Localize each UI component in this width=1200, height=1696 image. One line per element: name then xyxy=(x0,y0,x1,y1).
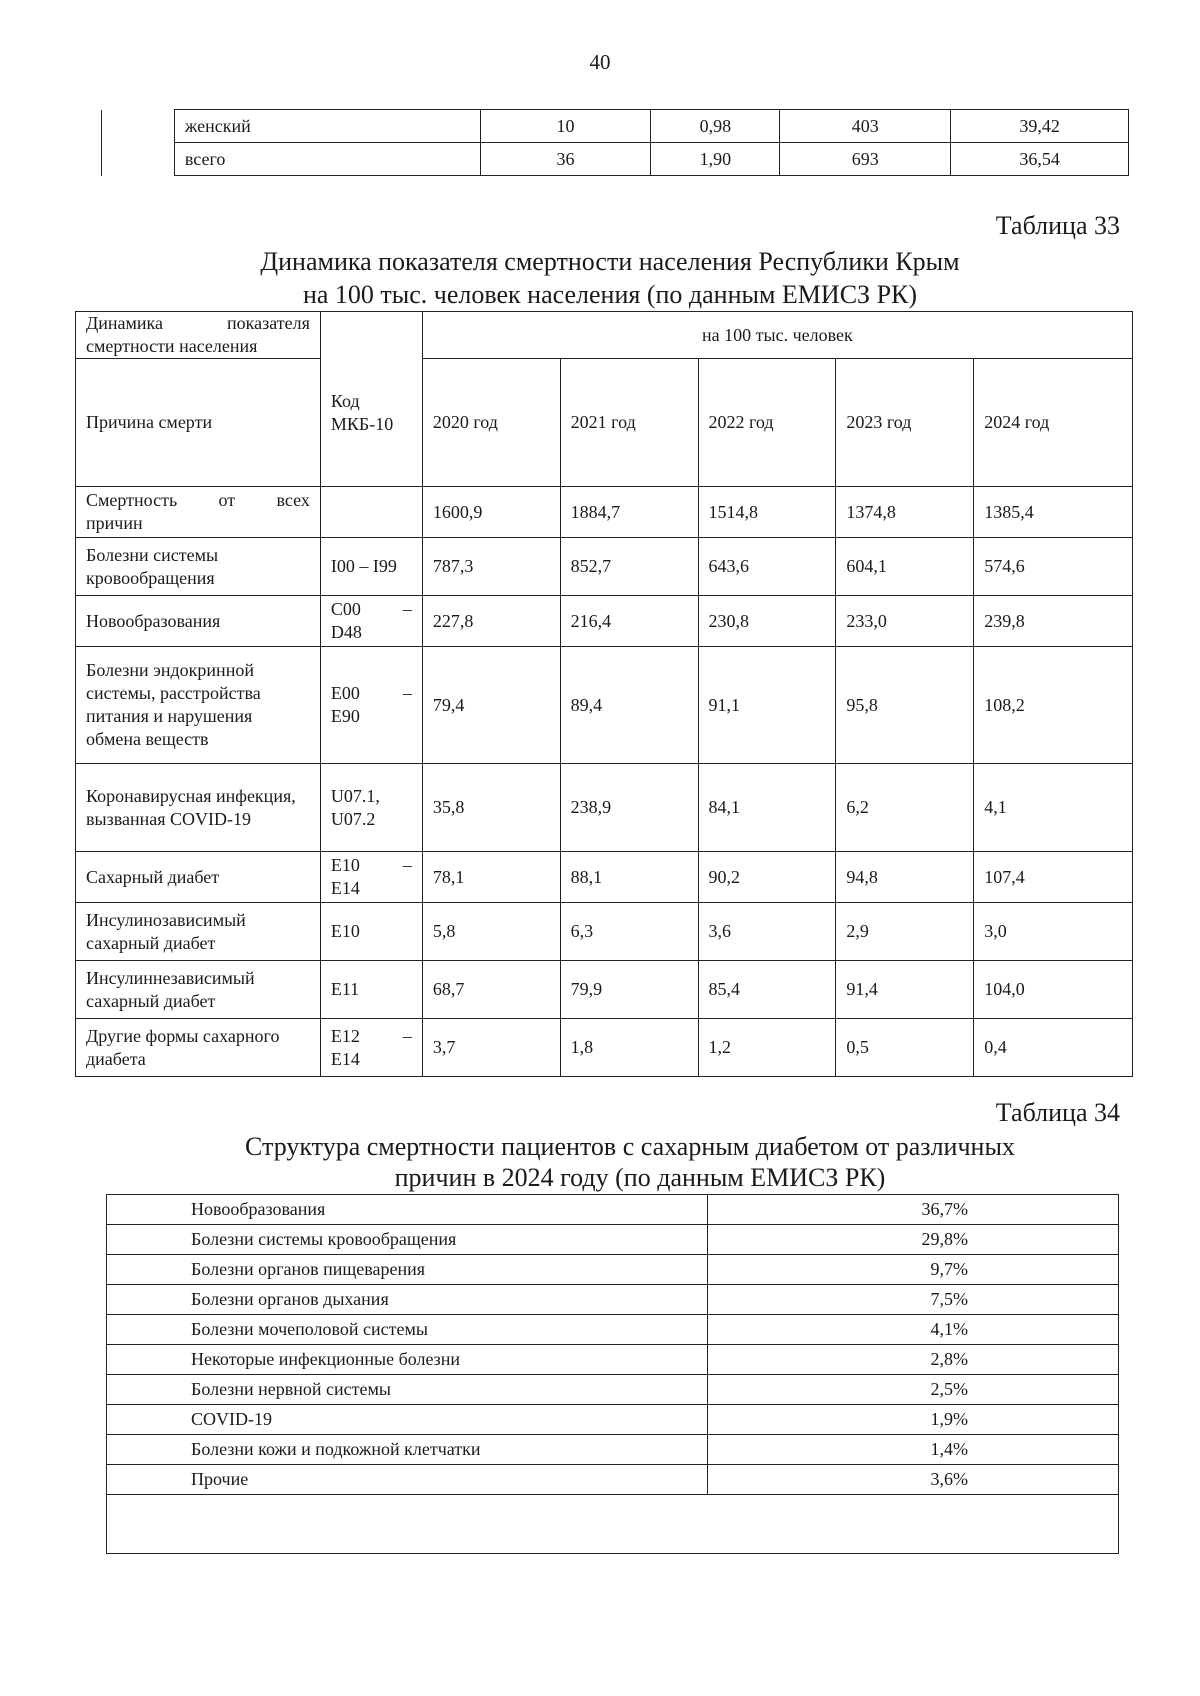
table-row xyxy=(107,1315,1119,1345)
cause-name: Болезни мочеполовой системы xyxy=(107,1315,708,1345)
header-year: 2023 год xyxy=(836,359,974,487)
table-row xyxy=(76,903,1133,961)
cell-value: 1,2 xyxy=(698,1019,836,1077)
cell-value: 787,3 xyxy=(422,538,560,596)
header-unit: на 100 тыс. человек xyxy=(422,312,1132,359)
page-number: 40 xyxy=(589,50,611,74)
cause-name: Прочие xyxy=(107,1465,708,1495)
cell-value: 0,4 xyxy=(974,1019,1133,1077)
code-dash: – xyxy=(402,683,412,703)
cause-percent: 2,8% xyxy=(708,1345,1119,1375)
row-cause: Коронавирусная инфекция, вызванная COVID-19 xyxy=(76,764,321,852)
cell-value: 230,8 xyxy=(698,596,836,647)
code-dash: – xyxy=(402,855,412,875)
table-row xyxy=(107,1435,1119,1465)
cell-value: 36,54 xyxy=(951,143,1129,176)
header-row xyxy=(76,359,1133,487)
cell-value: 104,0 xyxy=(974,961,1133,1019)
continuation-table xyxy=(101,109,1129,176)
blank-cell xyxy=(102,110,175,176)
cell-value: 216,4 xyxy=(560,596,698,647)
cell-value: 2,9 xyxy=(836,903,974,961)
table-row xyxy=(76,596,1133,647)
cause-percent: 1,4% xyxy=(708,1435,1119,1465)
cell-value: 3,7 xyxy=(422,1019,560,1077)
cell-value: 6,2 xyxy=(836,764,974,852)
row-cause: Инсулинозависимый сахарный диабет xyxy=(76,903,321,961)
code-end: E14 xyxy=(330,878,360,898)
row-cause: Смертность от всех причин xyxy=(76,487,321,538)
cell-value: 4,1 xyxy=(974,764,1133,852)
cell-value: 68,7 xyxy=(422,961,560,1019)
code-start: C00 xyxy=(330,599,361,619)
cell-value: 3,6 xyxy=(698,903,836,961)
cell-value: 643,6 xyxy=(698,538,836,596)
row-cause: Новообразования xyxy=(76,596,321,647)
header-code: Код МКБ-10 xyxy=(320,312,422,487)
mortality-dynamics-table xyxy=(75,311,1133,1077)
cell-value: 238,9 xyxy=(560,764,698,852)
code-start: E00 xyxy=(330,683,360,703)
cause-name: Новообразования xyxy=(107,1195,708,1225)
cell-value: 1600,9 xyxy=(422,487,560,538)
cell-value: 85,4 xyxy=(698,961,836,1019)
table33-caption: Таблица 33 xyxy=(995,211,1120,240)
table34-title-line1: Структура смертности пациентов с сахарным диабетом от различных xyxy=(245,1132,1015,1161)
cause-name: Болезни кожи и подкожной клетчатки xyxy=(107,1435,708,1465)
cell-value: 239,8 xyxy=(974,596,1133,647)
empty-cell xyxy=(107,1495,1119,1554)
table-row xyxy=(107,1255,1119,1285)
cause-name: Болезни органов дыхания xyxy=(107,1285,708,1315)
row-code xyxy=(320,1019,422,1077)
cell-value: 35,8 xyxy=(422,764,560,852)
cause-percent: 4,1% xyxy=(708,1315,1119,1345)
header-dynamics xyxy=(76,312,321,359)
table-row xyxy=(107,1375,1119,1405)
table34-caption: Таблица 34 xyxy=(995,1098,1120,1127)
cell-value: 693 xyxy=(780,143,951,176)
header-year: 2024 год xyxy=(974,359,1133,487)
cause-name: COVID-19 xyxy=(107,1405,708,1435)
row-cause: Болезни системы кровообращения xyxy=(76,538,321,596)
table34-title-line2: причин в 2024 году (по данным ЕМИСЗ РК) xyxy=(394,1163,886,1192)
cause-percent: 2,5% xyxy=(708,1375,1119,1405)
cell-value: 39,42 xyxy=(951,110,1129,143)
code-end: E14 xyxy=(330,1048,360,1069)
header-year: 2022 год xyxy=(698,359,836,487)
cell-value: 78,1 xyxy=(422,852,560,903)
cell-value: 3,0 xyxy=(974,903,1133,961)
cause-name: Болезни нервной системы xyxy=(107,1375,708,1405)
row-code xyxy=(320,596,422,647)
row-cause: Инсулиннезависимый сахарный диабет xyxy=(76,961,321,1019)
cause-name: Некоторые инфекционные болезни xyxy=(107,1345,708,1375)
cell-value: 1884,7 xyxy=(560,487,698,538)
cell-value: 0,5 xyxy=(836,1019,974,1077)
row-code xyxy=(320,852,422,903)
cell-value: 91,1 xyxy=(698,647,836,764)
cause-percent: 36,7% xyxy=(708,1195,1119,1225)
code-dash: – xyxy=(402,599,412,619)
code-start: E12 xyxy=(330,1025,360,1046)
cell-value: 89,4 xyxy=(560,647,698,764)
row-label: женский xyxy=(174,110,480,143)
cell-value: 94,8 xyxy=(836,852,974,903)
cell-value: 88,1 xyxy=(560,852,698,903)
cell-value: 1,90 xyxy=(651,143,780,176)
cell-value: 107,4 xyxy=(974,852,1133,903)
cell-value: 36 xyxy=(480,143,651,176)
cell-value: 1514,8 xyxy=(698,487,836,538)
cause-percent: 29,8% xyxy=(708,1225,1119,1255)
code-end: E90 xyxy=(330,706,360,726)
table-row xyxy=(107,1285,1119,1315)
header-row xyxy=(76,312,1133,359)
table-row xyxy=(76,764,1133,852)
code-start: E10 xyxy=(330,855,360,875)
header-year: 2021 год xyxy=(560,359,698,487)
row-code: E10 xyxy=(320,903,422,961)
cell-value: 84,1 xyxy=(698,764,836,852)
cell-value: 91,4 xyxy=(836,961,974,1019)
diabetes-mortality-structure-table xyxy=(106,1194,1119,1554)
cell-value: 5,8 xyxy=(422,903,560,961)
row-code xyxy=(320,764,422,852)
cause-percent: 7,5% xyxy=(708,1285,1119,1315)
cause-name: Болезни системы кровообращения xyxy=(107,1225,708,1255)
cell-value: 0,98 xyxy=(651,110,780,143)
row-code: I00 – I99 xyxy=(320,538,422,596)
cell-value: 10 xyxy=(480,110,651,143)
table-row xyxy=(102,110,1129,143)
cell-value: 574,6 xyxy=(974,538,1133,596)
table-row xyxy=(76,538,1133,596)
cell-value: 79,9 xyxy=(560,961,698,1019)
table-row xyxy=(76,647,1133,764)
table-row xyxy=(107,1225,1119,1255)
table-row xyxy=(107,1405,1119,1435)
cause-percent: 3,6% xyxy=(708,1465,1119,1495)
cause-percent: 9,7% xyxy=(708,1255,1119,1285)
header-cause: Причина смерти xyxy=(76,359,321,487)
row-cause: Болезни эндокринной системы, расстройства питания и нарушения обмена веществ xyxy=(76,647,321,764)
cell-value: 1374,8 xyxy=(836,487,974,538)
cell-value: 233,0 xyxy=(836,596,974,647)
cell-value: 403 xyxy=(780,110,951,143)
cell-value: 604,1 xyxy=(836,538,974,596)
cell-value: 79,4 xyxy=(422,647,560,764)
code-end: D48 xyxy=(330,622,362,642)
row-label: всего xyxy=(174,143,480,176)
cell-value: 852,7 xyxy=(560,538,698,596)
table-row xyxy=(107,1465,1119,1495)
code-start: U07.1, xyxy=(330,785,380,806)
cell-value: 90,2 xyxy=(698,852,836,903)
header-year: 2020 год xyxy=(422,359,560,487)
code-dash: – xyxy=(402,1025,412,1046)
row-code xyxy=(320,647,422,764)
table33-title-line2: на 100 тыс. человек населения (по данным ЕМИСЗ РК) xyxy=(302,280,918,309)
table33-title-line1: Динамика показателя смертности населения Республики Крым xyxy=(260,247,960,276)
cell-value: 6,3 xyxy=(560,903,698,961)
cell-value: 1385,4 xyxy=(974,487,1133,538)
row-code: E11 xyxy=(320,961,422,1019)
cell-value: 108,2 xyxy=(974,647,1133,764)
table-row xyxy=(76,1019,1133,1077)
table-row xyxy=(76,961,1133,1019)
cell-value: 95,8 xyxy=(836,647,974,764)
cell-value: 1,8 xyxy=(560,1019,698,1077)
table-row xyxy=(102,143,1129,176)
table-row xyxy=(107,1195,1119,1225)
row-code xyxy=(320,487,422,538)
header-dynamics-line2: смертности населения xyxy=(86,336,258,356)
empty-row xyxy=(107,1495,1119,1554)
table-row xyxy=(107,1345,1119,1375)
cell-value: 227,8 xyxy=(422,596,560,647)
cause-name: Болезни органов пищеварения xyxy=(107,1255,708,1285)
cause-percent: 1,9% xyxy=(708,1405,1119,1435)
header-dynamics-line1: Динамика показателя xyxy=(86,313,310,333)
table-row xyxy=(76,852,1133,903)
row-cause: Сахарный диабет xyxy=(76,852,321,903)
row-cause: Другие формы сахарного диабета xyxy=(76,1019,321,1077)
code-end: U07.2 xyxy=(330,808,376,829)
table-row xyxy=(76,487,1133,538)
